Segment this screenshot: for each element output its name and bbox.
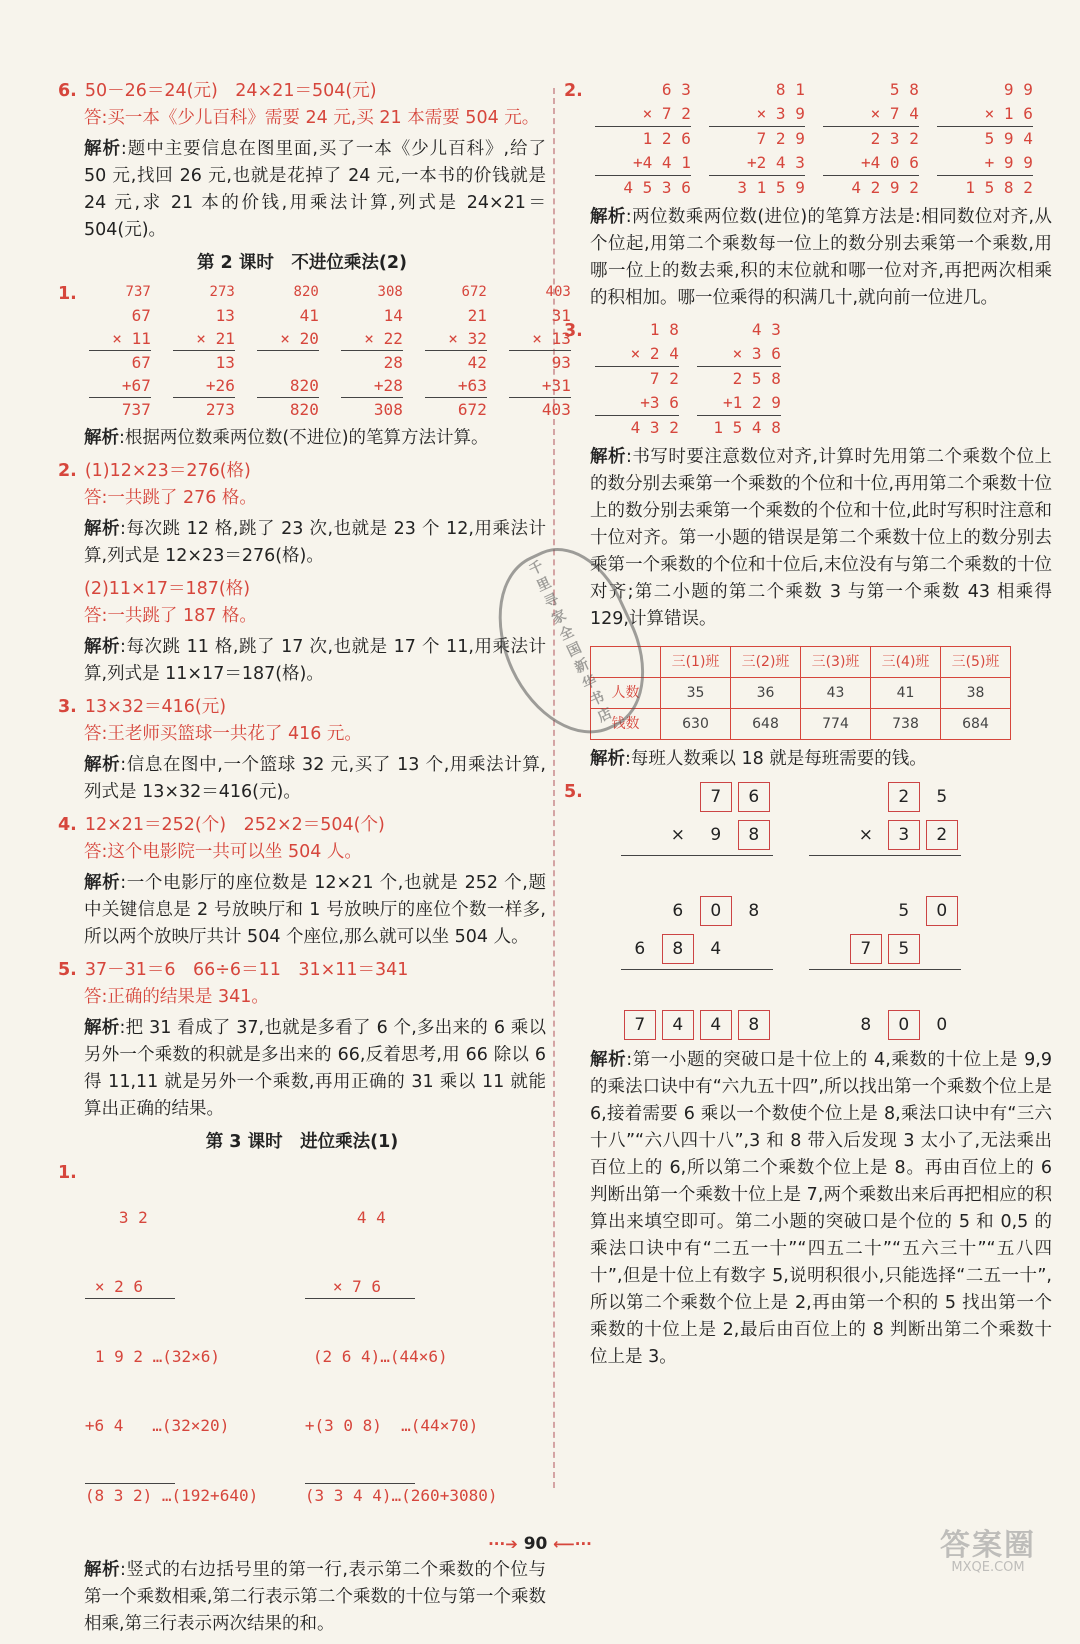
question-4: 4. 12×21＝252(个) 252×2＝504(个) 答:这个电影院一共可以坐 504 人。 解析:一个电影厅的座位数是 12×21 个,也就是 252 个,题中关键信息是 2 号放映厅和 1 号放映厅的座位个数一样多,所以两个放映厅共计 504 个座位,那么就可以坐 504 人。: [58, 815, 546, 947]
page-number: 90: [523, 1534, 548, 1554]
vertical-calcs: [595, 318, 781, 440]
table-cell: 774: [801, 709, 871, 740]
watermark-logo: 答案圈 MXQE.COM: [940, 1528, 1036, 1575]
section-title: 第 3 课时 进位乘法(1): [205, 1132, 399, 1152]
explanation: 解析:题中主要信息在图里面,买了一本《少儿百科》,给了 50 元,找回 26 元,也就是花掉了 24 元,一本书的价钱就是 24 元,求 21 本的价钱,用乘法计算,列式是 24×21＝504(元)。: [84, 139, 547, 240]
table-cell: 钱数: [591, 709, 661, 740]
vertical-calc: 1 8 × 2 4 7 2 +3 6 4 3 2: [595, 318, 679, 440]
table-cell: 36: [731, 678, 801, 709]
table-cell: 738: [871, 709, 941, 740]
class-money-table: [590, 646, 1011, 740]
result-label: 273: [209, 284, 235, 300]
vertical-calc: 273 13 × 21 13 +26 273: [173, 281, 235, 421]
vertical-calc: 9 9 × 1 6 5 9 4 + 9 9 1 5 8 2: [937, 78, 1033, 200]
question-5: 5. 7 6 × 9 8 6 0 8 6 8 4 7 4 4 8 2 5 × 3 2 5 0 7 5 8 0 0 解析:第一小题的突破口是十位上的 4,乘数的十位上是 9,9 的乘法口诀中有“六九五十四”,所以找出第一个乘数个位上是 6,接着需要 6 乘以一个数使个位上是 8,乘法口诀中有“三六十八”“六八四十八”,3 和 8 带入后发现 3 太小了,无法乘出百位上的 6,所以第二个乘数个位上是 8。再由百位上的 6 判断出第一个乘数十位上是 7,两个乘数出来后再把相应的积算出来填空即可。第二小题的突破口是个位的 5 和 0,5 的乘法口诀中有“二五一十”“四五二十”“五六三十”“五八四十”,但是十位上有数字 5,说明积很小,只能选择“二五一十”,所以第二个乘数个位上是 2,再由第一个积的 5 找出第一个乘数的十位上是 2,最后由百位上的 8 判断出第二个乘数十位上是 3。: [564, 779, 1052, 1371]
arrow-left-icon: ⟵···: [553, 1535, 592, 1553]
table-cell: 630: [661, 709, 731, 740]
table-cell: 41: [871, 678, 941, 709]
table-cell: 38: [941, 678, 1011, 709]
vertical-calc: 672 21 × 32 42 +63 672: [425, 281, 487, 421]
question-2: 2. (1)12×23＝276(格) 答:一共跳了 276 格。 解析:每次跳 12 格,跳了 23 次,也就是 23 个 12,用乘法计算,列式是 12×23＝276(格)。 (2)11×17＝187(格) 答:一共跳了 187 格。 解析:每次跳 11 格,跳了 17 次,也就是 17 个 11,用乘法计算,列式是 11×17＝187(格)。: [58, 461, 546, 684]
question-1: 1. 737 67 × 11 67 +67 737 273 13 × 21 13 +26 273 820 41 × 20 820 820 308 14 × 22 28 +28 308 672 21 × 32 42 +63 672 403 31 × 13 93 +31 403 解析:根据两位数乘两位数(不进位)的笔算方法计算。: [58, 281, 546, 452]
result-label: 737: [125, 284, 151, 300]
vertical-calcs: [89, 281, 571, 421]
question-1b: 1. 3 2 × 2 6 1 9 2 …(32×6) +6 4 …(32×20) (8 3 2) …(192+640) 4 4 × 7 6 (2 6 4)…(44×6) +(3 0 8) …(44×70) (3 3 4 4)…(260+3080) 解析:竖式的右边括号里的第一行,表示第二个乘数的个位与第一个乘数相乘,第二行表示第二个乘数的十位与第一个乘数相乘,第三行表示两次结果的和。: [58, 1160, 546, 1638]
vertical-calc: 4 3 × 3 6 2 5 8 +1 2 9 1 5 4 8: [697, 318, 781, 440]
result-label: 672: [461, 284, 487, 300]
table-row: [591, 678, 1011, 709]
question-3: 3. 1 8 × 2 4 7 2 +3 6 4 3 2 4 3 × 3 6 2 5 8 +1 2 9 1 5 4 8 解析:书写时要注意数位对齐,计算时先用第二个乘数个位上的数分别去乘第一个乘数的个位和十位,再用第二个乘数十位上的数分别去乘第一个乘数的个位和十位,此时写积时注意和十位对齐。第一小题的错误是第二个乘数十位上的数分别去乘第一个乘数的个位和十位后,末位没有与第二个乘数的十位对齐;第二小题的第二个乘数 3 与第一个乘数 43 相乘得 129,计算错误。: [564, 320, 1053, 629]
section-title: 第 2 课时 不进位乘法(2): [196, 253, 408, 273]
vertical-calc: 6 3 × 7 2 1 2 6 +4 4 1 4 5 3 6: [595, 78, 691, 200]
question-5: 5. 37－31＝6 66÷6＝11 31×11＝341 答:正确的结果是 341。 解析:把 31 看成了 37,也就是多看了 6 个,多出来的 6 乘以另外一个乘数的积就是多出来的 66,反着思考,用 66 除以 6 得 11,11 就是另外一个乘数,再用正确的 31 乘以 11 就能算出正确的结果。: [58, 960, 546, 1119]
table-header-row: [591, 647, 1011, 678]
question-3: 3. 13×32＝416(元) 答:王老师买篮球一共花了 416 元。 解析:信息在图中,一个篮球 32 元,买了 13 个,用乘法计算,列式是 13×32＝416(元)。: [58, 697, 546, 802]
table-header-cell: 三(3)班: [801, 647, 871, 678]
result-label: 308: [377, 284, 403, 300]
vertical-calc: 403 31 × 13 93 +31 403: [509, 281, 571, 421]
result-label: 820: [293, 284, 319, 300]
vertical-calc: 3 2 × 2 6 1 9 2 …(32×6) +6 4 …(32×20) (8 3 2) …(192+640): [84, 1208, 259, 1505]
question-4: 三(1)班 三(2)班 三(3)班 三(4)班 三(5)班 人数 35 36 43 41 38 钱数 630 648 774 738 684 解析:每班人数乘以 18 就是每班需要的钱。: [564, 639, 1052, 773]
vertical-calc: 737 67 × 11 67 +67 737: [89, 281, 151, 421]
vertical-calc: 4 4 × 7 6 (2 6 4)…(44×6) +(3 0 8) …(44×70) (3 3 4 4)…(260+3080): [304, 1208, 498, 1505]
bookstore-stamp: 千里寻家全国新华书店: [471, 529, 669, 756]
table-cell: 人数: [591, 678, 661, 709]
table-row: [591, 709, 1011, 740]
table-cell: 43: [801, 678, 871, 709]
table-cell: 648: [731, 709, 801, 740]
fill-in-calcs: [621, 779, 961, 1043]
vertical-calc: 5 8 × 7 4 2 3 2 +4 0 6 4 2 9 2: [823, 78, 919, 200]
question-6: 6. 50－26＝24(元) 24×21＝504(元) 答:买一本《少儿百科》需要 24 元,买 21 本需要 504 元。 解析:题中主要信息在图里面,买了一本《少儿百科》,给了 50 元,找回 26 元,也就是花掉了 24 元,一本书的价钱就是 24 元,求 21 本的价钱,用乘法计算,列式是 24×21＝504(元)。: [58, 78, 546, 244]
table-header-cell: 三(2)班: [731, 647, 801, 678]
question-2: 2. 6 3 × 7 2 1 2 6 +4 4 1 4 5 3 6 8 1 × 3 9 7 2 9 +2 4 3 3 1 5 9 5 8 × 7 4 2 3 2 +4 0 6 4 2 9 2 9 9 × 1 6 5 9 4 + 9 9 1 5 8 2 解析:两位数乘两位数(进位)的笔算方法是:相同数位对齐,从个位起,用第二个乘数每一位上的数分别去乘第一个乘数,用哪一位上的数去乘,积的末位就和哪一位对齐,再把两次相乘的积相加。哪一位乘得的积满几十,就向前一位进几。: [564, 80, 1053, 308]
vertical-calc: 8 1 × 3 9 7 2 9 +2 4 3 3 1 5 9: [709, 78, 805, 200]
arrow-right-icon: ···➔: [488, 1535, 518, 1553]
puzzle-1: 7 6 × 9 8 6 0 8 6 8 4 7 4 4 8: [621, 779, 773, 1043]
vertical-calcs: [595, 78, 1033, 200]
explanation: 解析:根据两位数乘两位数(不进位)的笔算方法计算。: [84, 428, 489, 448]
table-header-cell: 三(5)班: [941, 647, 1011, 678]
table-cell: 684: [941, 709, 1011, 740]
vertical-calc: 820 41 × 20 820 820: [257, 281, 319, 421]
table-header-cell: 三(1)班: [661, 647, 731, 678]
table-header-cell: 三(4)班: [871, 647, 941, 678]
table-cell: 35: [661, 678, 731, 709]
puzzle-2: 2 5 × 3 2 5 0 7 5 8 0 0: [809, 779, 961, 1043]
answer: 答:买一本《少儿百科》需要 24 元,买 21 本需要 504 元。: [84, 108, 540, 128]
right-column: [564, 78, 1052, 1377]
formula: 50－26＝24(元) 24×21＝504(元): [84, 81, 377, 101]
result-label: 403: [545, 284, 571, 300]
vertical-calc: 308 14 × 22 28 +28 308: [341, 281, 403, 421]
